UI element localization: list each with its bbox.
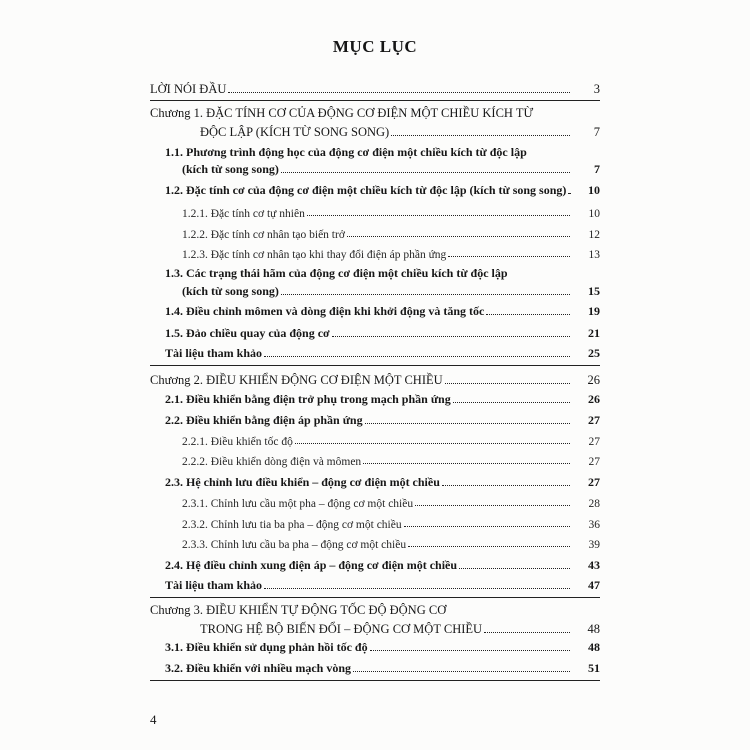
toc-entry-page: 43: [588, 558, 600, 572]
dot-leader: [391, 135, 570, 136]
toc-entry-page: 12: [588, 229, 600, 241]
toc-entry-page: 7: [593, 125, 600, 139]
toc-entry-chapter-1[interactable]: [200, 122, 600, 140]
dot-leader: [486, 314, 570, 315]
toc-entry-chapter-3-line1[interactable]: Chương 3. ĐIỀU KHIỂN TỰ ĐỘNG TỐC ĐỘ ĐỘNG CƠ: [150, 603, 447, 617]
toc-entry-label: (kích từ song song): [182, 284, 279, 298]
toc-entry-label: LỜI NÓI ĐẦU: [150, 82, 227, 96]
toc-entry-label: 2.3.3. Chỉnh lưu cầu ba pha – động cơ một chiều: [182, 539, 407, 551]
toc-entry-label: ĐỘC LẬP (KÍCH TỪ SONG SONG): [200, 125, 390, 139]
toc-entry-page: 36: [588, 519, 600, 531]
toc-entry-3-2[interactable]: [165, 658, 600, 676]
toc-entry-1-4[interactable]: [165, 301, 600, 319]
toc-entry-3-1[interactable]: [165, 637, 600, 655]
dot-leader: [370, 650, 570, 651]
toc-entry-page: 19: [588, 304, 600, 318]
toc-entry-label: TRONG HỆ BỘ BIẾN ĐỔI – ĐỘNG CƠ MỘT CHIỀU: [200, 622, 483, 636]
dot-leader: [408, 546, 570, 547]
dot-leader: [264, 588, 570, 589]
dot-leader: [445, 383, 570, 384]
toc-entry-label: 2.3. Hệ chỉnh lưu điều khiển – động cơ điện một chiều: [165, 475, 440, 489]
toc-entry-page: 26: [588, 392, 600, 406]
toc-entry-page: 48: [587, 622, 600, 636]
dot-leader: [281, 172, 570, 173]
toc-entry-label: 2.2.2. Điều khiển dòng điện và mômen: [182, 456, 362, 468]
toc-entry-page: 3: [593, 82, 600, 96]
toc-entry-label: 2.4. Hệ điều chỉnh xung điện áp – động cơ điện một chiều: [165, 558, 458, 572]
dot-leader: [363, 463, 570, 464]
chapter-divider: [150, 597, 600, 598]
dot-leader: [281, 294, 570, 295]
toc-entry-page: 47: [588, 578, 600, 592]
toc-entry-label: 2.2.1. Điều khiển tốc độ: [182, 436, 293, 448]
toc-entry-chapter-2[interactable]: [150, 370, 600, 388]
chapter-divider: [150, 680, 600, 681]
toc-entry-1-1[interactable]: [182, 159, 600, 177]
toc-entry-chapter-3[interactable]: [200, 619, 600, 637]
dot-leader: [332, 336, 570, 337]
toc-entry-label: 1.2. Đặc tính cơ của động cơ điện một chiều kích từ độc lập (kích từ song song): [165, 183, 567, 197]
dot-leader: [568, 193, 570, 194]
toc-entry-label: 1.5. Đảo chiều quay của động cơ: [165, 326, 330, 340]
toc-entry-label: 2.3.1. Chỉnh lưu cầu một pha – động cơ một chiều: [182, 498, 414, 510]
toc-entry-2-2[interactable]: [165, 410, 600, 428]
toc-entry-page: 39: [588, 539, 600, 551]
toc-entry-label: 1.2.2. Đặc tính cơ nhân tạo biến trở: [182, 229, 345, 241]
toc-entry-page: 28: [588, 498, 600, 510]
dot-leader: [307, 215, 570, 216]
toc-entry-1-3-line1[interactable]: 1.3. Các trạng thái hãm của động cơ điện một chiều kích từ độc lập: [165, 266, 508, 280]
dot-leader: [365, 423, 570, 424]
toc-entry-preface[interactable]: [150, 79, 600, 97]
toc-entry-page: 25: [588, 346, 600, 360]
toc-entry-label: 2.3.2. Chỉnh lưu tia ba pha – động cơ một chiều: [182, 519, 402, 531]
toc-entry-1-1-line1[interactable]: 1.1. Phương trình động học của động cơ điện một chiều kích từ độc lập: [165, 145, 527, 159]
dot-leader: [295, 443, 570, 444]
toc-entry-page: 51: [588, 661, 600, 675]
dot-leader: [484, 632, 570, 633]
dot-leader: [459, 568, 570, 569]
toc-entry-page: 13: [588, 249, 600, 261]
dot-leader: [353, 671, 570, 672]
toc-entry-1-5[interactable]: [165, 323, 600, 341]
toc-entry-1-2[interactable]: [165, 180, 600, 198]
toc-entry-label: 1.2.1. Đặc tính cơ tự nhiên: [182, 208, 305, 220]
toc-entry-page: 10: [588, 183, 600, 197]
toc-entry-page: 26: [587, 373, 600, 387]
dot-leader: [347, 236, 570, 237]
chapter-divider: [150, 365, 600, 366]
toc-entry-page: 48: [588, 640, 600, 654]
toc-entry-label: (kích từ song song): [182, 162, 279, 176]
page-number: 4: [150, 712, 157, 727]
toc-entry-label: 2.2. Điều khiển bằng điện áp phần ứng: [165, 413, 363, 427]
dot-leader: [453, 402, 570, 403]
toc-entry-1-2-3[interactable]: [182, 243, 600, 261]
toc-entry-label: 1.2.3. Đặc tính cơ nhân tạo khi thay đổi điện áp phần ứng: [182, 249, 447, 261]
toc-entry-1-3[interactable]: [182, 281, 600, 299]
toc-entry-page: 10: [588, 208, 600, 220]
toc-entry-2-3[interactable]: [165, 472, 600, 490]
toc-entry-page: 27: [588, 413, 600, 427]
toc-entry-label: Chương 2. ĐIỀU KHIỂN ĐỘNG CƠ ĐIỆN MỘT CHIỀU: [150, 373, 443, 387]
dot-leader: [442, 485, 570, 486]
toc-entry-label: 3.1. Điều khiển sử dụng phản hồi tốc độ: [165, 640, 368, 654]
toc-entry-label: Tài liệu tham khảo: [165, 346, 263, 360]
toc-entry-1-2-2[interactable]: [182, 223, 600, 241]
chapter-divider: [150, 100, 600, 101]
toc-entry-2-1[interactable]: [165, 389, 600, 407]
page-title: MỤC LỤC: [332, 37, 418, 56]
toc-entry-label: 2.1. Điều khiển bằng điện trở phụ trong mạch phần ứng: [165, 392, 451, 406]
toc-entry-label: Tài liệu tham khảo: [165, 578, 263, 592]
toc-entry-page: 27: [588, 436, 600, 448]
toc-entry-page: 15: [588, 284, 600, 298]
toc-entry-references-ch1[interactable]: [165, 343, 600, 361]
toc-entry-page: 27: [588, 456, 600, 468]
toc-entry-label: 1.4. Điều chỉnh mômen và dòng điện khi khởi động và tăng tốc: [165, 304, 485, 318]
toc-entry-page: 7: [594, 162, 600, 176]
toc-entry-2-3-1[interactable]: [182, 492, 600, 510]
toc-entry-2-2-1[interactable]: [182, 430, 600, 448]
dot-leader: [415, 505, 570, 506]
toc-entry-references-ch2[interactable]: [165, 575, 600, 593]
toc-entry-2-4[interactable]: [165, 555, 600, 573]
toc-entry-label: 3.2. Điều khiển với nhiều mạch vòng: [165, 661, 352, 675]
toc-entry-page: 21: [588, 326, 600, 340]
toc-entry-1-2-1[interactable]: [182, 202, 600, 220]
dot-leader: [404, 526, 570, 527]
toc-entry-2-3-3[interactable]: [182, 533, 600, 551]
toc-entry-2-2-2[interactable]: [182, 450, 600, 468]
dot-leader: [264, 356, 570, 357]
dot-leader: [448, 256, 570, 257]
dot-leader: [228, 92, 570, 93]
toc-entry-2-3-2[interactable]: [182, 513, 600, 531]
toc-entry-chapter-1-line1[interactable]: Chương 1. ĐẶC TÍNH CƠ CỦA ĐỘNG CƠ ĐIỆN MỘT CHIỀU KÍCH TỪ: [150, 106, 534, 120]
toc-entry-page: 27: [588, 475, 600, 489]
